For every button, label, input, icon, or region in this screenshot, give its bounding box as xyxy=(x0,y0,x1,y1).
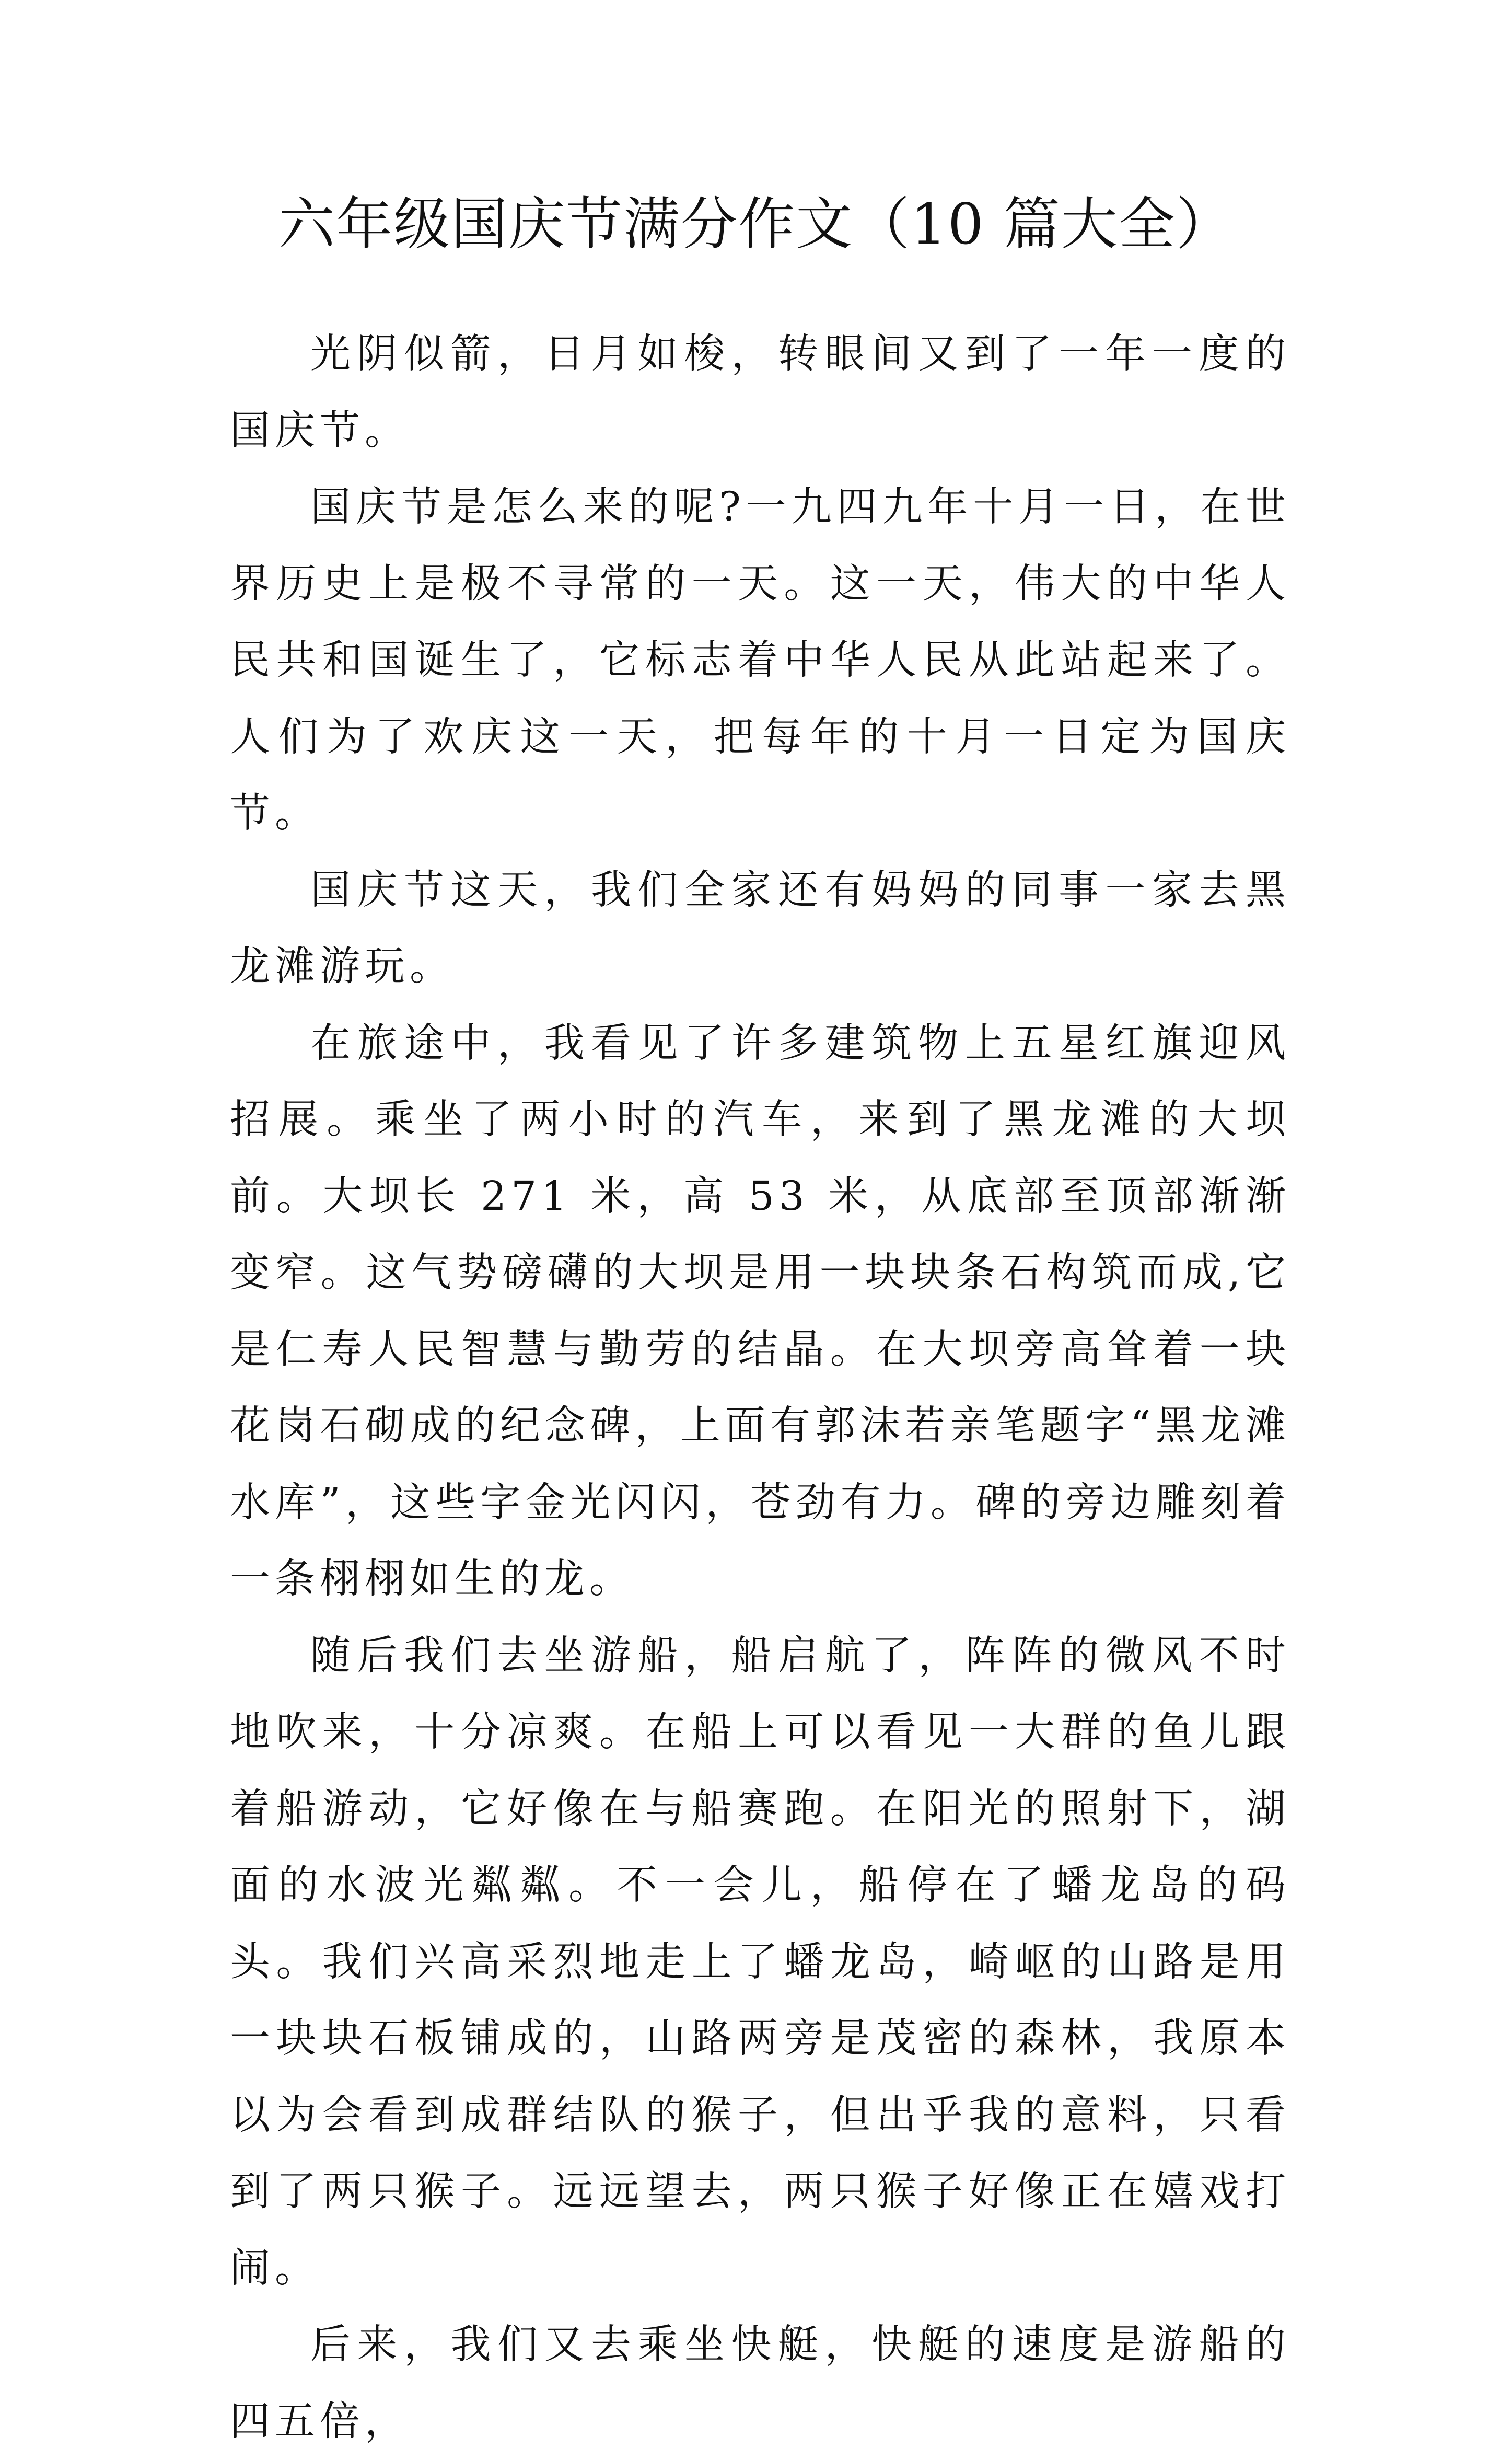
paragraph-2: 国庆节是怎么来的呢?一九四九年十月一日，在世界历史上是极不寻常的一天。这一天，伟大的中华人民共和国诞生了，它标志着中华人民从此站起来了。人们为了欢庆这一天，把每年的十月一日定为国庆节。 xyxy=(230,484,1290,837)
paragraph-5: 随后我们去坐游船，船启航了，阵阵的微风不时地吹来，十分凉爽。在船上可以看见一大群的鱼儿跟着船游动，它好像在与船赛跑。在阳光的照射下，湖面的水波光粼粼。不一会儿，船停在了蟠龙岛的码头。我们兴高采烈地走上了蟠龙岛，崎岖的山路是用一块块石板铺成的，山路两旁是茂密的森林，我原本以为会看到成群结队的猴子，但出乎我的意料，只看到了两只猴子。远远望去，两只猴子好像正在嬉戏打闹。 xyxy=(230,1632,1290,2292)
paragraph-1: 光阴似箭，日月如梭，转眼间又到了一年一度的国庆节。 xyxy=(230,331,1290,454)
paragraph-6: 后来，我们又去乘坐快艇，快艇的速度是游船的四五倍， xyxy=(230,2322,1290,2445)
document-title: 六年级国庆节满分作文（10 篇大全） xyxy=(278,192,1234,257)
paragraph-4: 在旅途中，我看见了许多建筑物上五星红旗迎风招展。乘坐了两小时的汽车，来到了黑龙滩的大坝前。大坝长 271 米，高 53 米，从底部至顶部渐渐变窄。这气势磅礴的大坝是用一块块条石构筑而成,它是仁寿人民智慧与勤劳的结晶。在大坝旁高耸着一块花岗石砌成的纪念碑，上面有郭沫若亲笔题字“黑龙滩水库”，这些字金光闪闪，苍劲有力。碑的旁边雕刻着一条栩栩如生的龙。 xyxy=(230,1020,1290,1602)
document-body xyxy=(230,316,1290,2460)
paragraph-3: 国庆节这天，我们全家还有妈妈的同事一家去黑龙滩游玩。 xyxy=(230,867,1290,990)
